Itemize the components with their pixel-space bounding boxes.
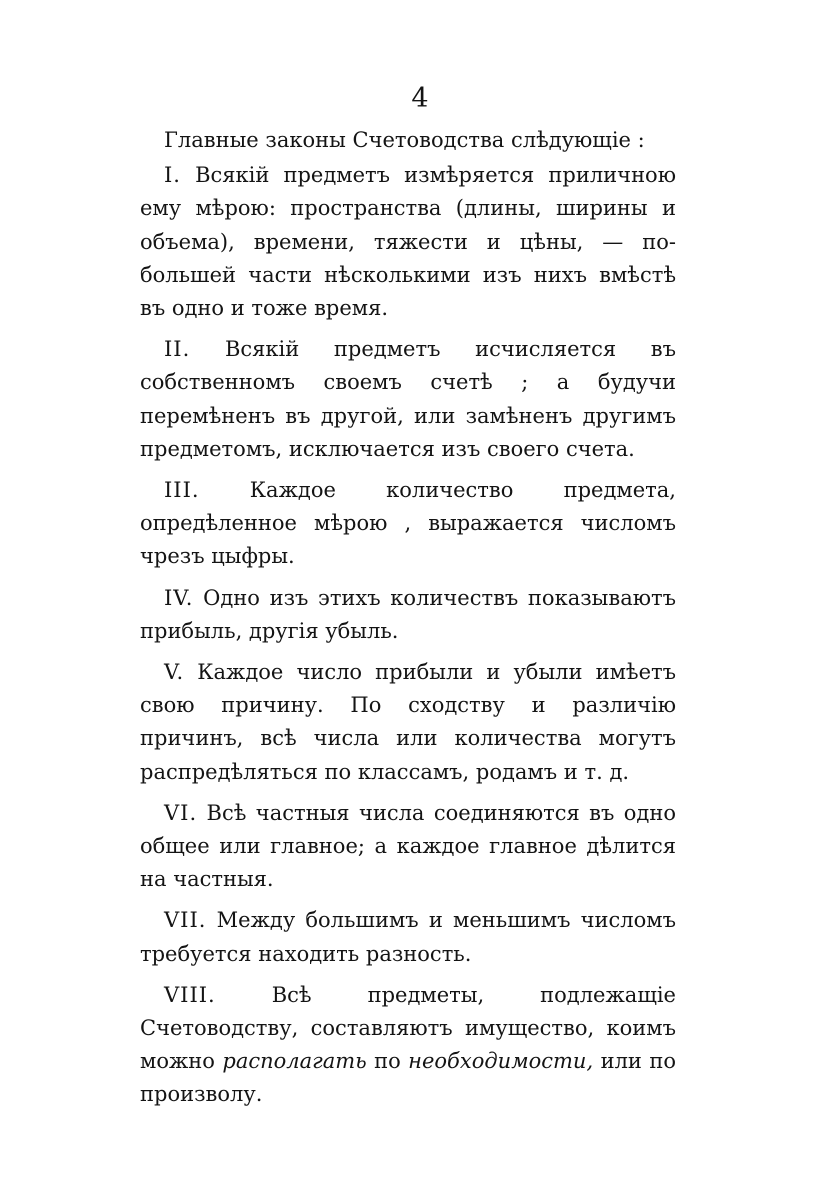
- law-text: Всѣ предметы, подлежащіе Счетоводству, составляютъ имущество, коимъ можно: [140, 982, 676, 1074]
- law-paragraph: [140, 797, 676, 897]
- law-paragraph: [140, 979, 676, 1112]
- law-text: Одно изъ этихъ количествъ показываютъ прибыль, другія убыль.: [140, 585, 676, 643]
- law-numeral: IV.: [164, 585, 194, 610]
- law-text: Каждое число прибыли и убыли имѣетъ свою причину. По сходству и различію причинъ, всѣ числа или количества могутъ распредѣляться по классамъ, родамъ и т. д.: [140, 660, 676, 784]
- intro-paragraph: Главные законы Счетоводства слѣдующіе :: [164, 128, 645, 152]
- law-numeral: II.: [164, 337, 191, 362]
- law-paragraph: [140, 474, 676, 574]
- page-number: 4: [411, 83, 429, 114]
- law-numeral: I.: [164, 163, 181, 188]
- law-paragraph: [140, 582, 676, 648]
- law-numeral: III.: [164, 478, 200, 503]
- law-numeral: VII.: [164, 908, 207, 933]
- law-numeral: VIII.: [164, 982, 216, 1007]
- law-numeral: VI.: [164, 800, 198, 825]
- law-text-italic: необходимости,: [408, 1049, 594, 1074]
- law-text: Всѣ частныя числа соединяются въ одно общее или главное; а каждое главное дѣлится на частныя.: [140, 800, 676, 892]
- law-paragraph: [140, 333, 676, 466]
- law-text-italic: располагать: [222, 1049, 367, 1074]
- law-paragraph: [140, 159, 676, 325]
- law-text: Всякій предметъ измѣряется приличною ему мѣрою: пространства (длины, ширины и объема), времени, тяжести и цѣны, — по-большей части нѣсколькими изъ нихъ вмѣстѣ въ одно и тоже время.: [140, 163, 676, 321]
- law-text: по: [374, 1049, 401, 1074]
- law-text: Между большимъ и меньшимъ числомъ требуется находить разность.: [140, 908, 676, 966]
- law-text: Всякій предметъ исчисляется въ собственномъ своемъ счетѣ ; а будучи перемѣненъ въ другой, или замѣненъ другимъ предметомъ, исключается изъ своего счета.: [140, 337, 676, 461]
- law-paragraph: [140, 904, 676, 970]
- law-paragraph: [140, 656, 676, 789]
- law-text: Каждое количество предмета, опредѣленное мѣрою , выражается числомъ чрезъ цыфры.: [140, 478, 676, 569]
- text-body: [140, 124, 676, 1120]
- law-numeral: V.: [164, 660, 185, 685]
- law-text: или по произволу.: [140, 1049, 676, 1107]
